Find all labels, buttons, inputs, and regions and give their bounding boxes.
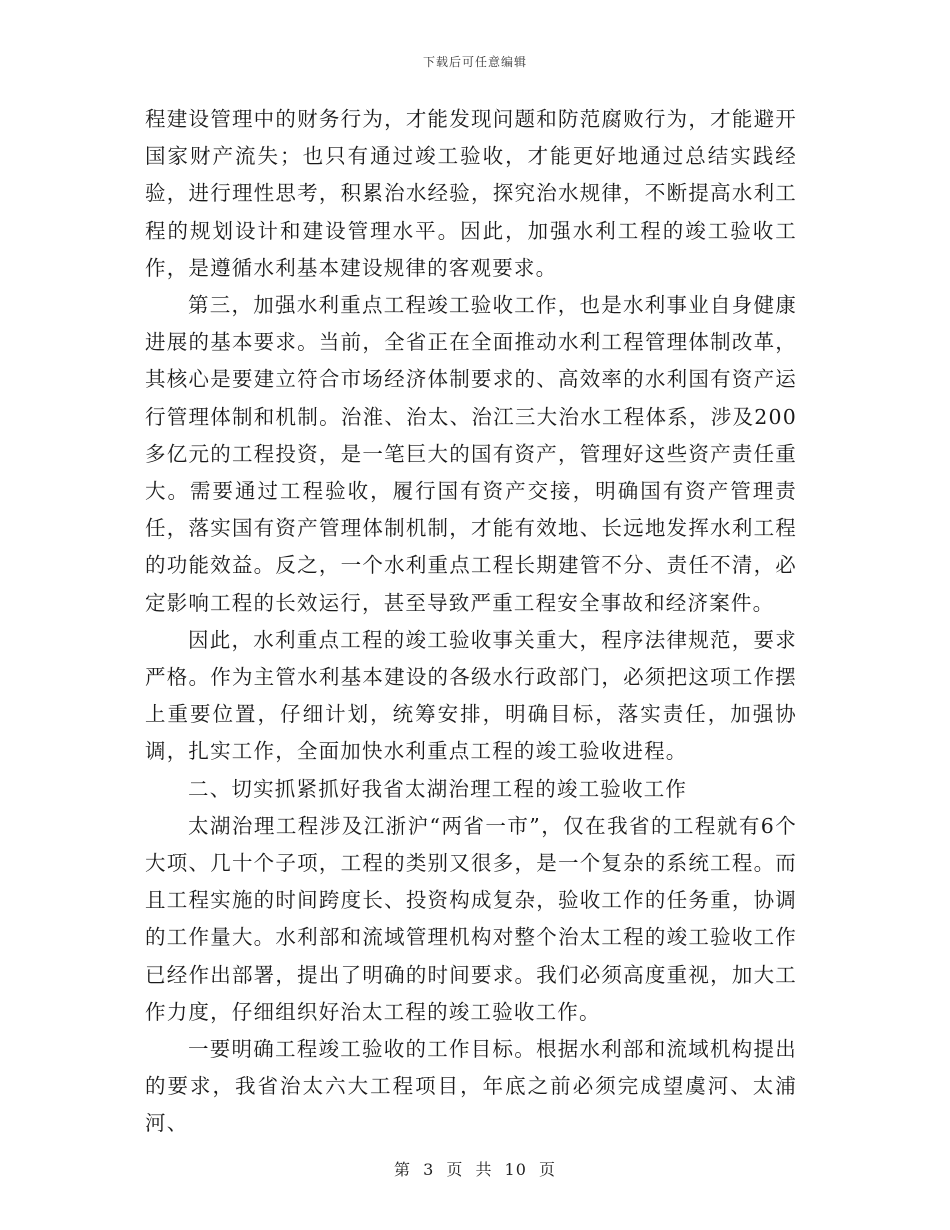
paragraph: 太湖治理工程涉及江浙沪“两省一市”，仅在我省的工程就有6个大项、几十个子项，工程的类别又很多，是一个复杂的系统工程。而且工程实施的时间跨度长、投资构成复杂，验收工作的任务重，协调的工作量大。水利部和流域管理机构对整个治太工程的竣工验收工作已经作出部署，提出了明确的时间要求。我们必须高度重视，加大工作力度，仔细组织好治太工程的竣工验收工作。 bbox=[145, 813, 797, 1024]
body-text bbox=[145, 101, 797, 1143]
paragraph: 第三，加强水利重点工程竣工验收工作，也是水利事业自身健康进展的基本要求。当前，全省正在全面推动水利工程管理体制改革，其核心是要建立符合市场经济体制要求的、高效率的水利国有资产运行管理体制和机制。治淮、治太、治江三大治水工程体系，涉及200多亿元的工程投资，是一笔巨大的国有资产，管理好这些资产责任重大。需要通过工程验收，履行国有资产交接，明确国有资产管理责任，落实国有资产管理体制机制，才能有效地、长远地发挥水利工程的功能效益。反之，一个水利重点工程长期建管不分、责任不清，必定影响工程的长效运行，甚至导致严重工程安全事故和经济案件。 bbox=[145, 293, 797, 615]
paragraph: 一要明确工程竣工验收的工作目标。根据水利部和流域机构提出的要求，我省治太六大工程项目，年底之前必须完成望虞河、太浦河、 bbox=[145, 1037, 797, 1136]
page-footer: 第 3 页 共 10 页 bbox=[394, 1160, 556, 1179]
section-heading: 二、切实抓紧抓好我省太湖治理工程的竣工验收工作 bbox=[188, 776, 688, 801]
page-header: 下载后可任意编辑 bbox=[422, 55, 527, 69]
paragraph: 因此，水利重点工程的竣工验收事关重大，程序法律规范，要求严格。作为主管水利基本建设的各级水行政部门，必须把这项工作摆上重要位置，仔细计划，统筹安排，明确目标，落实责任，加强协调，扎实工作，全面加快水利重点工程的竣工验收进程。 bbox=[145, 627, 797, 764]
paragraph: 程建设管理中的财务行为，才能发现问题和防范腐败行为，才能避开国家财产流失；也只有通过竣工验收，才能更好地通过总结实践经验，进行理性思考，积累治水经验，探究治水规律，不断提高水利工程的规划设计和建设管理水平。因此，加强水利工程的竣工验收工作，是遵循水利基本建设规律的客观要求。 bbox=[145, 107, 797, 280]
